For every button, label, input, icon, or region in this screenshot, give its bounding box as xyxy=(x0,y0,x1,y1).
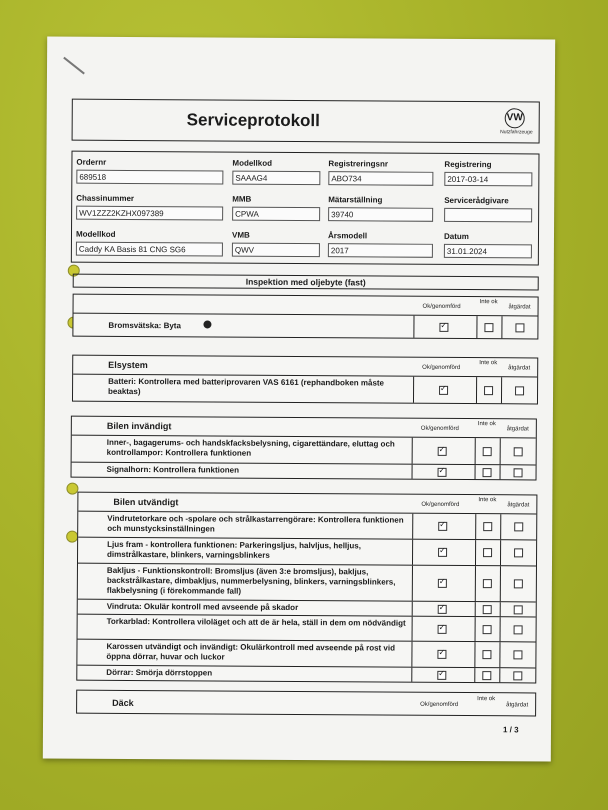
field-arsmodell: Årsmodell 2017 xyxy=(328,231,433,258)
checklist-row: Signalhorn: Kontrollera funktionen ✓ xyxy=(72,463,536,480)
section-bromsvatska: Ok/genomförd Inte ok åtgärdat Bromsvätska: Byta ✓ xyxy=(72,294,538,340)
ok-checkbox[interactable] xyxy=(437,671,446,680)
checklist-row: Vindruta: Okulär kontroll med avseende på skador ✓ xyxy=(78,600,536,618)
staple-mark xyxy=(63,57,85,75)
page-title: Serviceprotokoll xyxy=(186,110,320,131)
ok-checkbox[interactable] xyxy=(438,447,447,456)
field-ordernr: Ordernr 689518 xyxy=(76,158,223,185)
checklist-row: Dörrar: Smörja dörrstoppen ✓ xyxy=(77,666,535,683)
not-ok-checkbox[interactable] xyxy=(483,548,492,557)
ok-checkbox[interactable] xyxy=(438,548,447,557)
checklist-row: Batteri: Kontrollera med batteriprovaren VAS 6161 (rephandboken måste beaktas) ✓ xyxy=(73,375,537,404)
fixed-checkbox[interactable] xyxy=(514,625,523,634)
field-mmb: MMB CPWA xyxy=(232,195,320,222)
ok-checkbox[interactable] xyxy=(438,579,447,588)
not-ok-checkbox[interactable] xyxy=(483,605,492,614)
paper-sheet xyxy=(43,36,555,761)
vw-logo-icon: VW xyxy=(505,108,525,128)
ok-checkbox[interactable] xyxy=(439,323,448,332)
field-registreringsnr: Registreringsnr ABO734 xyxy=(328,159,433,186)
form-header xyxy=(72,99,540,144)
ok-checkbox[interactable] xyxy=(438,625,447,634)
section-bilen-utvandigt: Bilen utvändigt Ok/genomförd Inte ok åtgärdat Vindrutetorkare och -spolare och strålkastarrengörare: Kontrollera funktionen och munstycksinställningen ✓ Ljus fram - kontrollera funktionen: Parkeringsljus, halvljus, helljus, dimstrålkastare, blinkers, varningsblinkers ✓ Bakljus - Funktionskontroll: Bromsljus (även 3:e bromsljus), bakljus, backstrålkastare, dimbakljus, nummerbelysning, blinkers, varningsblinkers, flakbelysning (i förekommande fall) ✓ Vindruta: Okulär kontroll med avseende på skador ✓ Torkarblad: Kontrollera viloläget och att de är hela, ställ in dem om nödvändigt ✓ Karossen utvändigt och invändigt: Okulärkontroll med avseende på rost vid öppna dörrar, huvar och luckor ✓ Dörrar: Smörja dörrstoppen ✓ xyxy=(76,492,537,684)
checklist-row: Torkarblad: Kontrollera viloläget och att de är hela, ställ in dem om nödvändigt ✓ xyxy=(78,615,536,643)
field-datum: Datum 31.01.2024 xyxy=(444,232,532,259)
fixed-checkbox[interactable] xyxy=(514,548,523,557)
section-bilen-invandigt: Bilen invändigt Ok/genomförd Inte ok åtgärdat Inner-, bagagerums- och handskfacksbelysning, cigarettändare, eluttag och kontrollampor: Kontrollera funktionen ✓ Signalhorn: Kontrollera funktionen ✓ xyxy=(71,416,537,481)
checklist-row: Inner-, bagagerums- och handskfacksbelysning, cigarettändare, eluttag och kontrollampor: Kontrollera funktionen ✓ xyxy=(72,436,536,466)
not-ok-checkbox[interactable] xyxy=(484,386,493,395)
not-ok-checkbox[interactable] xyxy=(483,468,492,477)
fixed-checkbox[interactable] xyxy=(514,468,523,477)
field-registrering: Registrering 2017-03-14 xyxy=(444,160,532,187)
field-modellbeskrivning: Modellkod Caddy KA Basis 81 CNG SG6 xyxy=(76,230,223,257)
form-page xyxy=(72,37,542,735)
ok-checkbox[interactable] xyxy=(438,605,447,614)
ok-checkbox[interactable] xyxy=(439,386,448,395)
checklist-row: Vindrutetorkare och -spolare och strålkastarrengörare: Kontrollera funktionen och munstycksinställningen ✓ xyxy=(78,512,536,541)
not-ok-checkbox[interactable] xyxy=(483,579,492,588)
fixed-checkbox[interactable] xyxy=(514,522,523,531)
not-ok-checkbox[interactable] xyxy=(483,522,492,531)
checklist-row: Bakljus - Funktionskontroll: Bromsljus (även 3:e bromsljus), bakljus, backstrålkastare, dimbakljus, nummerbelysning, blinkers, varningsblinkers, flakbelysning (i förekommande fall) ✓ xyxy=(78,564,536,603)
checklist-row: Karossen utvändigt och invändigt: Okulärkontroll med avseende på rost vid öppna dörrar, huvar och luckor ✓ xyxy=(77,640,535,669)
page-number: 1 / 3 xyxy=(502,725,519,735)
fixed-checkbox[interactable] xyxy=(515,323,524,332)
field-vmb: VMB QWV xyxy=(232,231,320,258)
not-ok-checkbox[interactable] xyxy=(482,671,491,680)
field-chassinummer: Chassinummer WV1ZZZ2KZHX097389 xyxy=(76,194,223,221)
not-ok-checkbox[interactable] xyxy=(484,323,493,332)
ok-checkbox[interactable] xyxy=(438,522,447,531)
ok-checkbox[interactable] xyxy=(437,650,446,659)
checklist-row: Ljus fram - kontrollera funktionen: Parkeringsljus, halvljus, helljus, dimstrålkastare, blinkers, varningsblinkers ✓ xyxy=(78,538,536,567)
fixed-checkbox[interactable] xyxy=(513,671,522,680)
inspection-banner: Inspektion med oljebyte (fast) xyxy=(73,274,539,291)
fixed-checkbox[interactable] xyxy=(514,605,523,614)
fixed-checkbox[interactable] xyxy=(514,447,523,456)
field-modellkod: Modellkod SAAAG4 xyxy=(232,159,320,186)
vehicle-info-block xyxy=(71,151,540,266)
section-elsystem: Elsystem Ok/genomförd Inte ok åtgärdat Batteri: Kontrollera med batteriprovaren VAS 6161 (rephandboken måste beaktas) ✓ xyxy=(72,355,538,405)
fixed-checkbox[interactable] xyxy=(515,386,524,395)
not-ok-checkbox[interactable] xyxy=(483,625,492,634)
section-dack: Däck Ok/genomförd Inte ok åtgärdat xyxy=(76,690,536,717)
checklist-row: Bromsvätska: Byta ✓ xyxy=(73,314,537,339)
not-ok-checkbox[interactable] xyxy=(483,447,492,456)
field-servicaradgivare: Servicerådgivare xyxy=(444,196,532,223)
field-matarstallning: Mätarställning 39740 xyxy=(328,195,433,222)
marker-dot xyxy=(203,320,211,328)
not-ok-checkbox[interactable] xyxy=(482,650,491,659)
fixed-checkbox[interactable] xyxy=(514,579,523,588)
brand-subtitle: Nutzfahrzeuge xyxy=(500,129,533,136)
fixed-checkbox[interactable] xyxy=(513,650,522,659)
ok-checkbox[interactable] xyxy=(438,468,447,477)
